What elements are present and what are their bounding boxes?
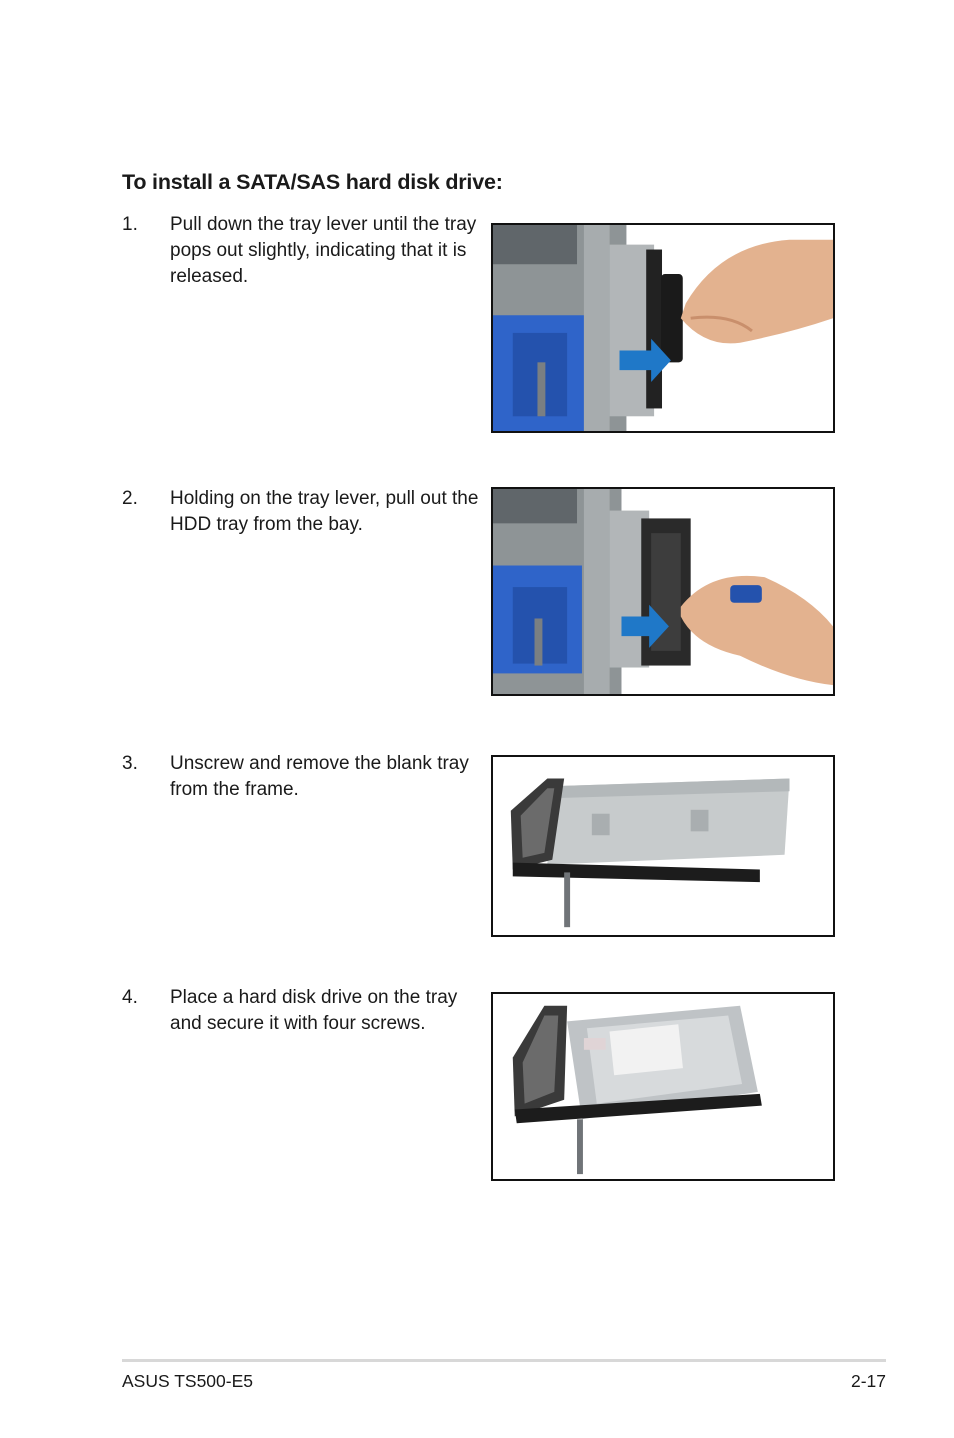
photo-blank-tray <box>491 755 835 937</box>
step-number: 3. <box>122 753 138 774</box>
photo-hdd-on-tray <box>491 992 835 1181</box>
step-text: Place a hard disk drive on the tray and secure it with four screws. <box>170 987 458 1034</box>
step-number: 4. <box>122 987 138 1008</box>
photo-pull-out-hdd-tray <box>491 487 835 696</box>
section-title: To install a SATA/SAS hard disk drive: <box>122 170 503 194</box>
footer-page-number: 2-17 <box>850 1371 886 1391</box>
step-text: Pull down the tray lever until the tray pops out slightly, indicating that it is released. <box>170 214 477 287</box>
photo-pull-tray-lever <box>491 223 835 433</box>
footer-product: ASUS TS500-E5 <box>122 1371 253 1391</box>
step-text: Holding on the tray lever, pull out the HDD tray from the bay. <box>170 488 479 535</box>
step-text: Unscrew and remove the blank tray from the frame. <box>170 753 469 800</box>
step-number: 2. <box>122 488 138 509</box>
footer-rule <box>122 1359 886 1362</box>
step-number: 1. <box>122 214 138 235</box>
